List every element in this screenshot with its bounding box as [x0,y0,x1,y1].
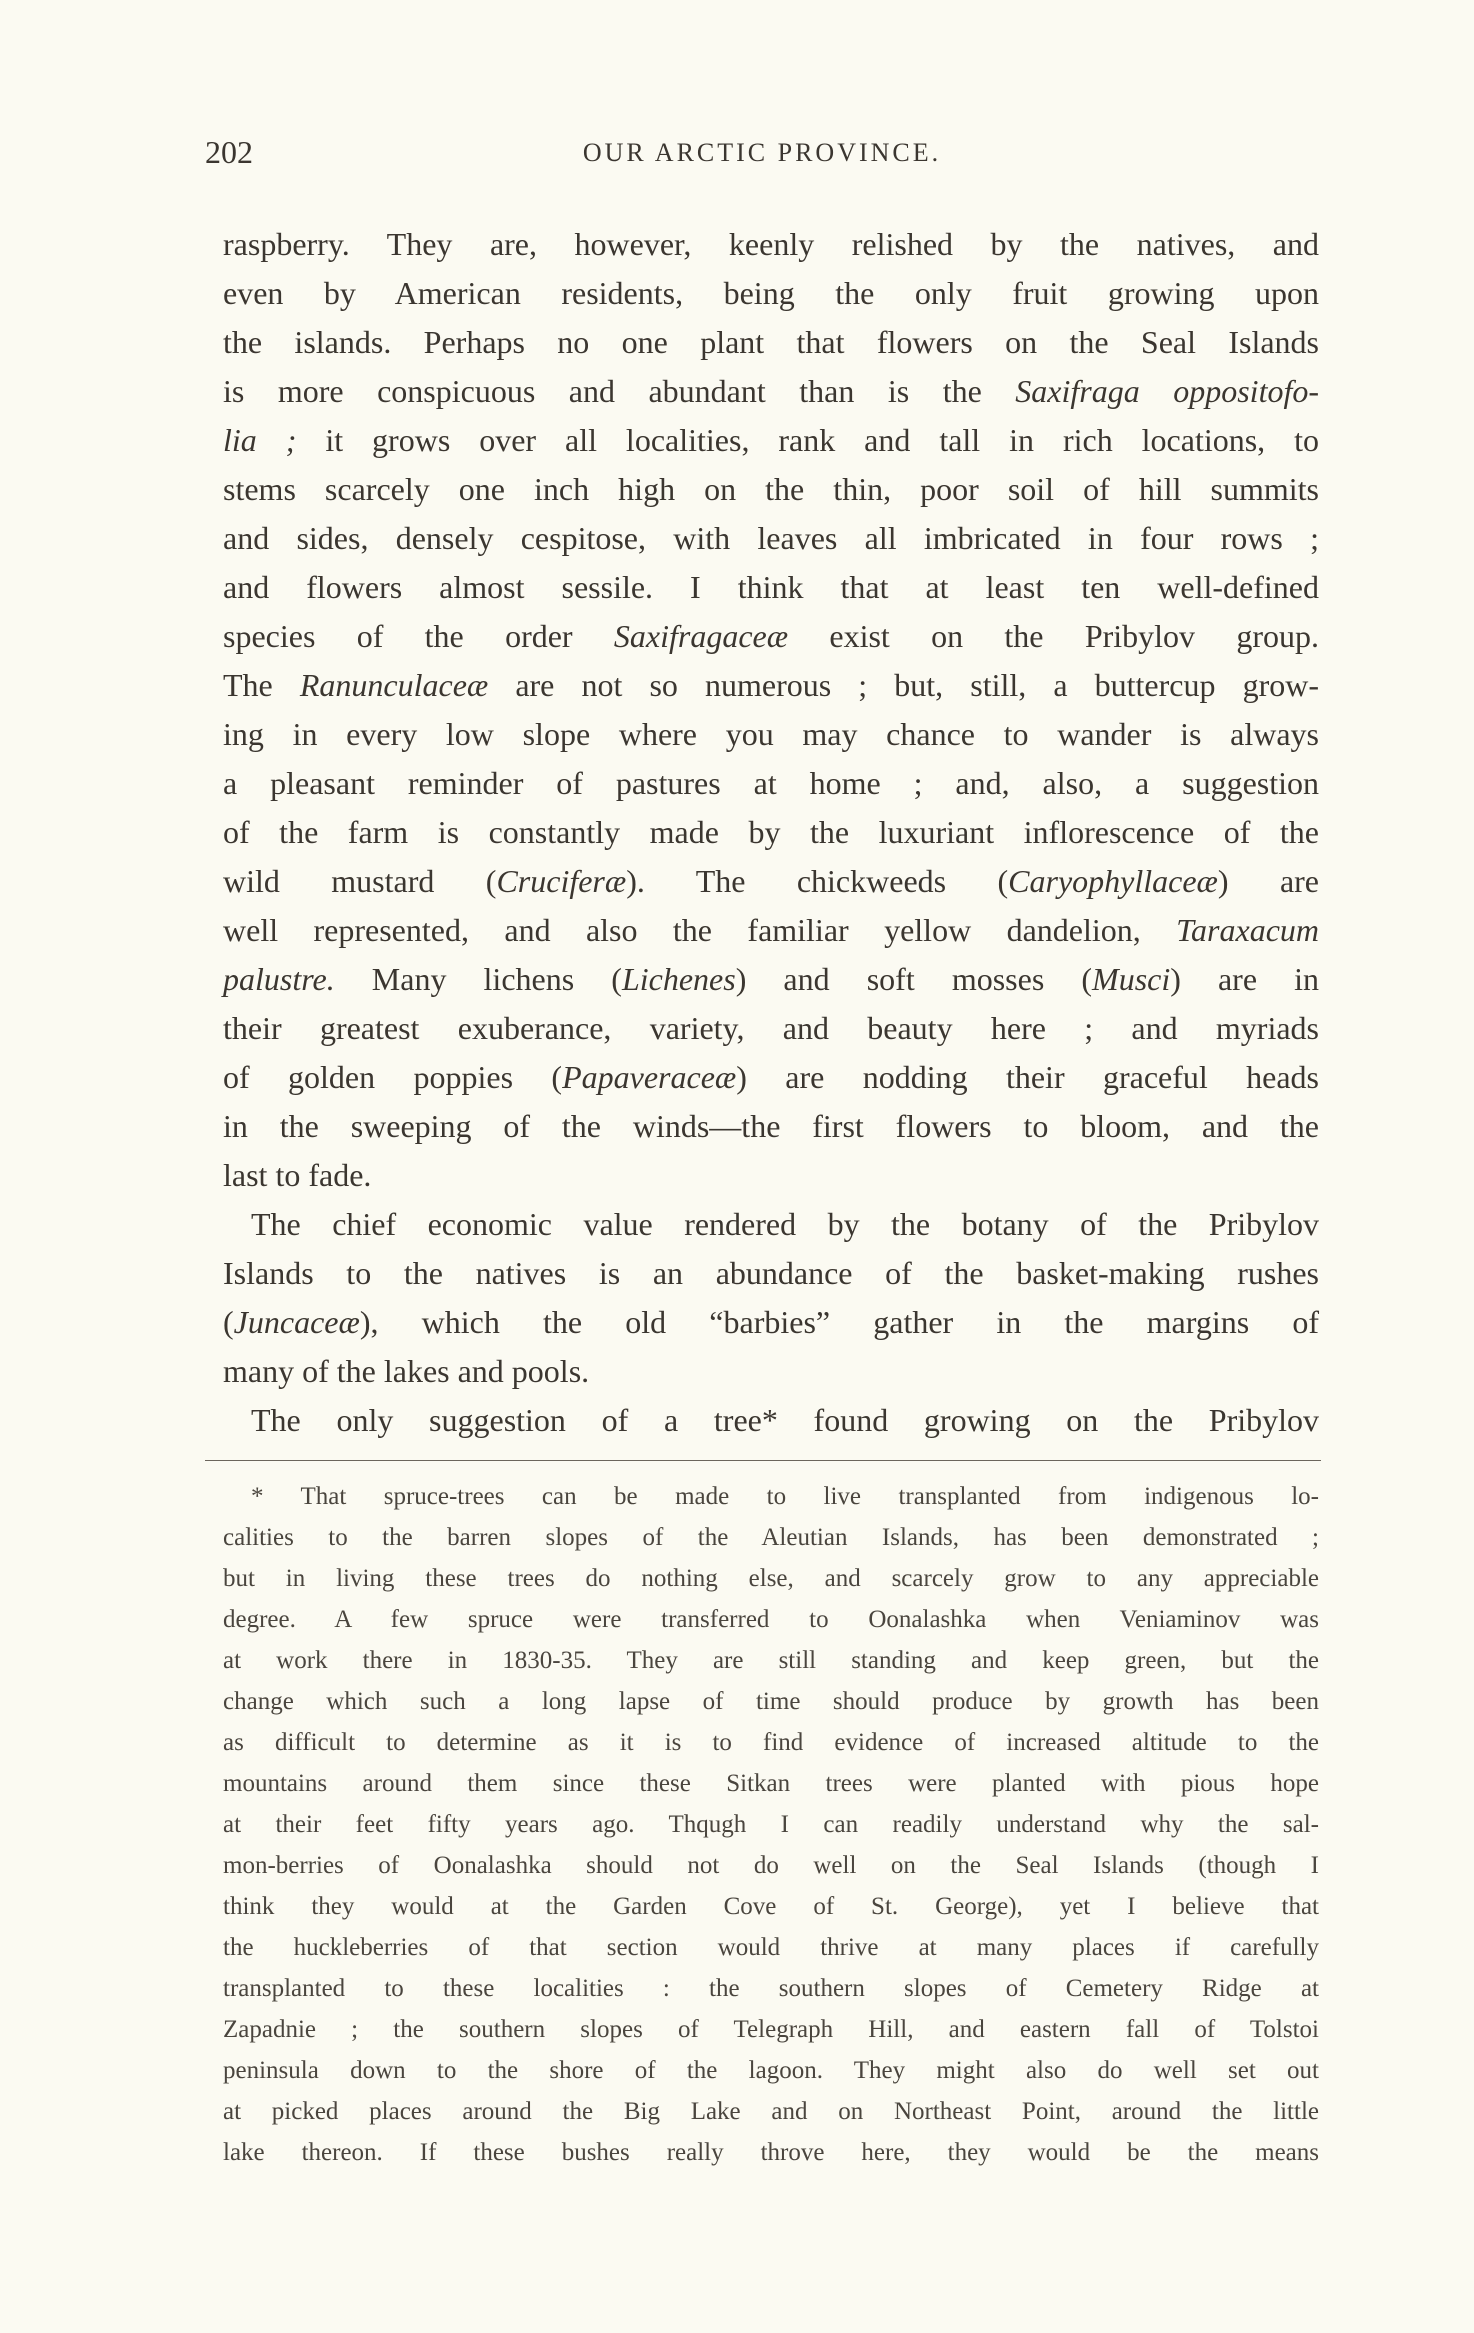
text-run: exist on the Pribylov group. [788,618,1320,654]
footnote-line [223,1599,1319,1640]
text-run: Zapadnie ; the southern slopes of Telegraph Hill, and eastern fall of Tolstoi [223,2016,1319,2043]
footnote-line [223,1640,1319,1681]
text-run: Many lichens ( [334,961,622,997]
footnote-line [223,1681,1319,1722]
body-line [223,661,1319,710]
text-run: * That spruce-trees can be made to live transplanted from indigenous lo- [251,1483,1319,1510]
footnote-divider [205,1460,1321,1461]
page-header [205,134,1319,174]
italic-term: Papaveraceæ [562,1059,737,1095]
body-line [223,1102,1319,1151]
text-run: calities to the barren slopes of the Aleutian Islands, has been demonstrated ; [223,1524,1319,1551]
body-line [223,1200,1319,1249]
italic-term: Saxifragaceæ [613,618,789,654]
text-run: ing in every low slope where you may chance to wander is always [223,716,1319,752]
footnote-line [223,2091,1319,2132]
body-line [223,1151,1319,1200]
footnote-line [223,1927,1319,1968]
body-line [223,318,1319,367]
body-line [223,367,1319,416]
text-run: is more conspicuous and abundant than is the [223,373,1016,409]
body-line [223,1249,1319,1298]
italic-term: Ranunculaceæ [299,667,489,703]
text-run: Islands to the natives is an abundance of the basket-making rushes [223,1255,1319,1291]
text-run: think they would at the Garden Cove of St. George), yet I believe that [223,1893,1319,1920]
text-run: ( [223,1304,234,1340]
footnote-line [223,1558,1319,1599]
text-run: are not so numerous ; but, still, a buttercup grow- [488,667,1320,703]
text-run: peninsula down to the shore of the lagoon. They might also do well set out [223,2057,1319,2084]
text-run: many of the lakes and pools. [223,1353,590,1389]
footnote [223,1476,1319,2173]
text-run: species of the order [223,618,614,654]
footnote-line [223,1476,1319,1517]
text-run: mon-berries of Oonalashka should not do well on the Seal Islands (though I [223,1852,1319,1879]
text-run: of the farm is constantly made by the luxuriant inflorescence of the [223,814,1319,850]
text-run: in the sweeping of the winds—the first flowers to bloom, and the [223,1108,1319,1144]
body-line [223,514,1319,563]
text-run: and sides, densely cespitose, with leaves all imbricated in four rows ; [223,520,1319,556]
text-run: The [223,667,300,703]
text-run: mountains around them since these Sitkan trees were planted with pious hope [223,1770,1319,1797]
text-run: but in living these trees do nothing else, and scarcely grow to any appreciable [223,1565,1319,1592]
body-line [223,416,1319,465]
body-line [223,269,1319,318]
footnote-line [223,2050,1319,2091]
running-title: OUR ARCTIC PROVINCE. [582,138,942,167]
italic-term: Juncaceæ [233,1304,360,1340]
body-line [223,808,1319,857]
footnote-line [223,1722,1319,1763]
footnote-line [223,1886,1319,1927]
text-run: of golden poppies ( [223,1059,563,1095]
text-run: well represented, and also the familiar yellow dandelion, [223,912,1177,948]
italic-term: palustre. [223,961,335,997]
body-line [223,1053,1319,1102]
text-run: degree. A few spruce were transferred to Oonalashka when Veniaminov was [223,1606,1319,1633]
body-line [223,1347,1319,1396]
footnote-line [223,1763,1319,1804]
body-line [223,710,1319,759]
body-line [223,1004,1319,1053]
text-run: at their feet fifty years ago. Thqugh I can readily understand why the sal- [223,1811,1319,1838]
text-run: stems scarcely one inch high on the thin, poor soil of hill summits [223,471,1319,507]
italic-term: Musci [1092,961,1171,997]
footnote-line [223,1968,1319,2009]
text-run: at picked places around the Big Lake and on Northeast Point, around the little [223,2098,1319,2125]
text-run: the islands. Perhaps no one plant that flowers on the Seal Islands [223,324,1319,360]
text-run: ) are [1217,863,1320,899]
footnote-line [223,1845,1319,1886]
italic-term: Cruciferæ [496,863,627,899]
body-line [223,1396,1319,1445]
text-run: at work there in 1830-35. They are still standing and keep green, but the [223,1647,1319,1674]
body-line [223,563,1319,612]
text-run: The only suggestion of a tree* found growing on the Pribylov [251,1402,1319,1438]
text-run: lake thereon. If these bushes really throve here, they would be the means [223,2139,1319,2166]
text-run: raspberry. They are, however, keenly relished by the natives, and [223,226,1319,262]
text-run: a pleasant reminder of pastures at home ; and, also, a suggestion [223,765,1319,801]
text-run: The chief economic value rendered by the botany of the Pribylov [251,1206,1319,1242]
body-line [223,465,1319,514]
body-line [223,955,1319,1004]
text-run: change which such a long lapse of time should produce by growth has been [223,1688,1319,1715]
footnote-line [223,1517,1319,1558]
text-run: transplanted to these localities : the southern slopes of Cemetery Ridge at [223,1975,1319,2002]
body-line [223,759,1319,808]
body-line [223,857,1319,906]
text-run: ). The chickweeds ( [626,863,1009,899]
text-run: ), which the old “barbies” gather in the margins of [359,1304,1319,1340]
body-line [223,906,1319,955]
italic-term: Caryophyllaceæ [1008,863,1218,899]
text-run: ) are in [1170,961,1320,997]
italic-term: Lichenes [621,961,736,997]
body-line [223,612,1319,661]
body-line [223,220,1319,269]
footnote-line [223,1804,1319,1845]
italic-term: lia ; [223,422,297,458]
text-run: even by American residents, being the only fruit growing upon [223,275,1319,311]
italic-term: Taraxacum [1176,912,1319,948]
footnote-line [223,2132,1319,2173]
text-run: the huckleberries of that section would thrive at many places if carefully [223,1934,1319,1961]
text-run: and flowers almost sessile. I think that at least ten well-defined [223,569,1319,605]
text-run: wild mustard ( [223,863,497,899]
text-run: as difficult to determine as it is to find evidence of increased altitude to the [223,1729,1319,1756]
body-line [223,1298,1319,1347]
text-run: ) are nodding their graceful heads [736,1059,1320,1095]
italic-term: Saxifraga oppositofo- [1015,373,1320,409]
page-number: 202 [205,134,253,170]
text-run: their greatest exuberance, variety, and beauty here ; and myriads [223,1010,1319,1046]
text-run: it grows over all localities, rank and tall in rich locations, to [296,422,1320,458]
text-run: ) and soft mosses ( [735,961,1093,997]
text-run: last to fade. [223,1157,372,1193]
footnote-line [223,2009,1319,2050]
body-text [223,220,1319,1445]
